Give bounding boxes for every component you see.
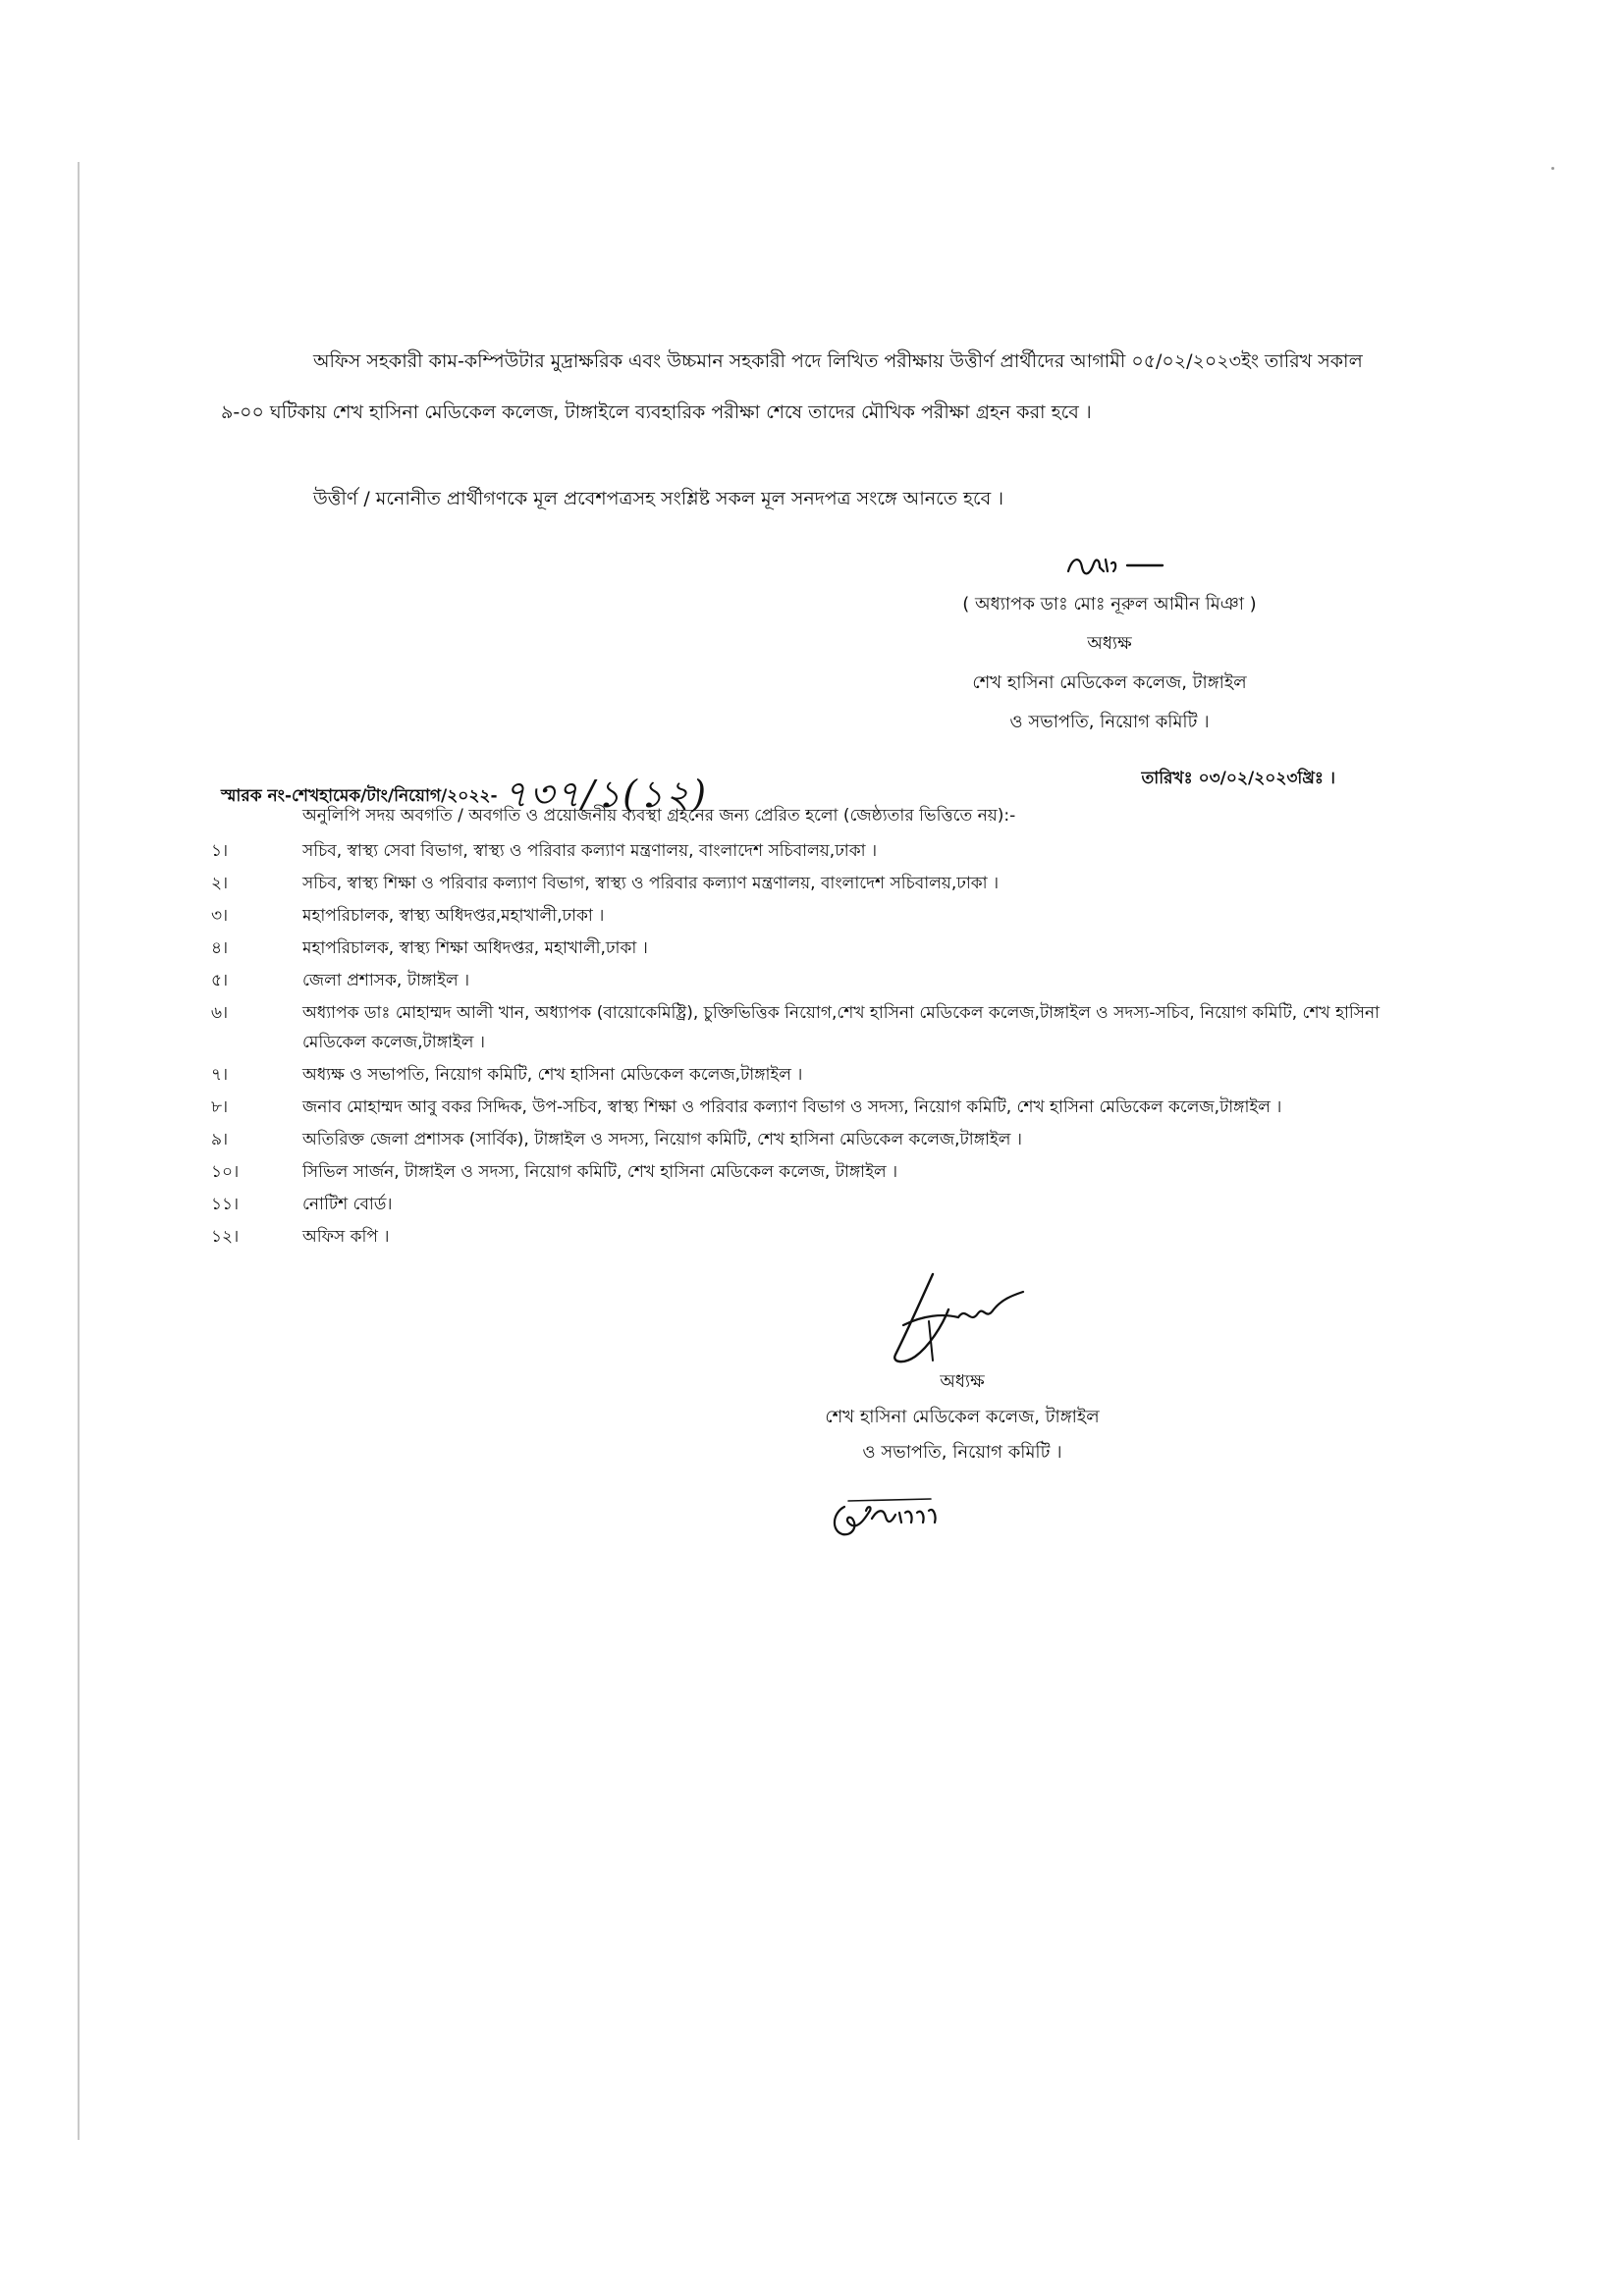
distribution-item-text: জেলা প্রশাসক, টাঙ্গাইল । (302, 971, 470, 990)
distribution-item-text: মহাপরিচালক, স্বাস্থ্য অধিদপ্তর,মহাখালী,ঢাকা । (302, 906, 605, 926)
signatory-1-institution: শেখ হাসিনা মেডিকেল কলেজ, টাঙ্গাইল (972, 672, 1247, 693)
distribution-item-number: ১০। (211, 1162, 240, 1182)
distribution-item-text: অতিরিক্ত জেলা প্রশাসক (সার্বিক), টাঙ্গাইল ও সদস্য, নিয়োগ কমিটি, শেখ হাসিনা মেডিকেল কলেজ,টাঙ্গাইল । (302, 1130, 1022, 1149)
signature-2 (864, 1266, 1041, 1374)
signatory-2-institution: শেখ হাসিনা মেডিকেল কলেজ, টাঙ্গাইল (825, 1407, 1100, 1427)
scan-dot (1551, 167, 1554, 170)
copy-note: অনুলিপি সদয় অবগতি / অবগতি ও প্রয়োজনীয় ব্যবস্থা গ্রহনের জন্য প্রেরিত হলো (জেষ্ঠ্যতার ভিত্তিতে নয়):- (302, 806, 1016, 826)
distribution-item (211, 836, 1389, 866)
distribution-item-number: ৫। (211, 971, 229, 990)
distribution-item-number: ২। (211, 874, 229, 893)
signatory-2-committee: ও সভাপতি, নিয়োগ কমিটি । (862, 1442, 1062, 1463)
distribution-item-text: অধ্যাপক ডাঃ মোহাম্মদ আলী খান, অধ্যাপক (বায়োকেমিষ্ট্রি), চুক্তিভিত্তিক নিয়োগ,শেখ হাসিনা মেডিকেল কলেজ,টাঙ্গাইল ও সদস্য-সচিব, নিয়োগ কমিটি, শেখ হাসিনা মেডিকেল কলেজ,টাঙ্গাইল । (302, 1003, 1380, 1052)
distribution-item-number: ৭। (211, 1065, 229, 1085)
distribution-item-number: ৬। (211, 1003, 229, 1023)
distribution-item-number: ৩। (211, 906, 229, 926)
distribution-item (211, 966, 1389, 995)
distribution-item (211, 901, 1389, 931)
distribution-item-number: ৮। (211, 1097, 229, 1117)
distribution-item-number: ৪। (211, 938, 229, 958)
distribution-item (211, 869, 1389, 898)
memo-number-prefix: স্মারক নং-শেখহামেক/টাং/নিয়োগ/২০২২- (221, 786, 498, 806)
distribution-item (211, 1093, 1389, 1122)
distribution-item-text: সচিব, স্বাস্থ্য শিক্ষা ও পরিবার কল্যাণ বিভাগ, স্বাস্থ্য ও পরিবার কল্যাণ মন্ত্রণালয়, বাংলাদেশ সচিবালয়,ঢাকা । (302, 874, 1000, 893)
distribution-item-text: অধ্যক্ষ ও সভাপতি, নিয়োগ কমিটি, শেখ হাসিনা মেডিকেল কলেজ,টাঙ্গাইল । (302, 1065, 803, 1085)
distribution-item (211, 998, 1389, 1057)
memo-date: তারিখঃ ০৩/০২/২০২৩খ্রিঃ । (1141, 769, 1335, 788)
distribution-item-text: মহাপরিচালক, স্বাস্থ্য শিক্ষা অধিদপ্তর, মহাখালী,ঢাকা । (302, 938, 648, 958)
distribution-item-text: জনাব মোহাম্মদ আবু বকর সিদ্দিক, উপ-সচিব, স্বাস্থ্য শিক্ষা ও পরিবার কল্যাণ বিভাগ ও সদস্য, নিয়োগ কমিটি, শেখ হাসিনা মেডিকেল কলেজ,টাঙ্গাইল । (302, 1097, 1282, 1117)
distribution-item-number: ৯। (211, 1130, 229, 1149)
distribution-item (211, 1190, 1389, 1219)
distribution-item (211, 1157, 1389, 1187)
distribution-item-number: ১। (211, 841, 229, 861)
distribution-item (211, 1222, 1389, 1252)
distribution-item (211, 934, 1389, 963)
distribution-item-number: ১১। (211, 1195, 240, 1214)
signature-3 (823, 1487, 950, 1546)
signatory-2-block (731, 1364, 1193, 1470)
notice-paragraph-1: অফিস সহকারী কাম-কম্পিউটার মুদ্রাক্ষরিক এবং উচ্চমান সহকারী পদে লিখিত পরীক্ষায় উত্তীর্ণ প্রার্থীদের আগামী ০৫/০২/২০২৩ইং তারিখ সকাল ৯-০০ ঘটিকায় শেখ হাসিনা মেডিকেল কলেজ, টাঙ্গাইলে ব্যবহারিক পরীক্ষা শেষে তাদের মৌখিক পরীক্ষা গ্রহন করা হবে । (221, 350, 1363, 423)
signatory-1-name: ( অধ্যাপক ডাঃ মোঃ নূরুল আমীন মিঞা ) (962, 594, 1257, 614)
distribution-item-number: ১২। (211, 1227, 240, 1247)
memo-number-handwritten: ৭৩৭/১(১২) (503, 773, 709, 816)
left-margin-line (78, 162, 80, 2140)
signatory-2-designation: অধ্যক্ষ (940, 1371, 985, 1392)
distribution-item-text: অফিস কপি । (302, 1227, 390, 1247)
signatory-1-block (879, 585, 1340, 742)
distribution-item (211, 1060, 1389, 1090)
distribution-list (211, 836, 1389, 1255)
signatory-1-designation: অধ্যক্ষ (1087, 633, 1132, 654)
distribution-item (211, 1125, 1389, 1154)
notice-paragraph-2: উত্তীর্ণ / মনোনীত প্রার্থীগণকে মূল প্রবেশপত্রসহ সংশ্লিষ্ট সকল মূল সনদপত্র সংঙ্গে আনতে হবে । (313, 488, 1004, 509)
distribution-item-text: নোটিশ বোর্ড। (302, 1195, 393, 1214)
signatory-1-committee: ও সভাপতি, নিয়োগ কমিটি । (1009, 712, 1210, 732)
distribution-item-text: সচিব, স্বাস্থ্য সেবা বিভাগ, স্বাস্থ্য ও পরিবার কল্যাণ মন্ত্রণালয়, বাংলাদেশ সচিবালয়,ঢাকা । (302, 841, 878, 861)
distribution-item-text: সিভিল সার্জন, টাঙ্গাইল ও সদস্য, নিয়োগ কমিটি, শেখ হাসিনা মেডিকেল কলেজ, টাঙ্গাইল । (302, 1162, 898, 1182)
